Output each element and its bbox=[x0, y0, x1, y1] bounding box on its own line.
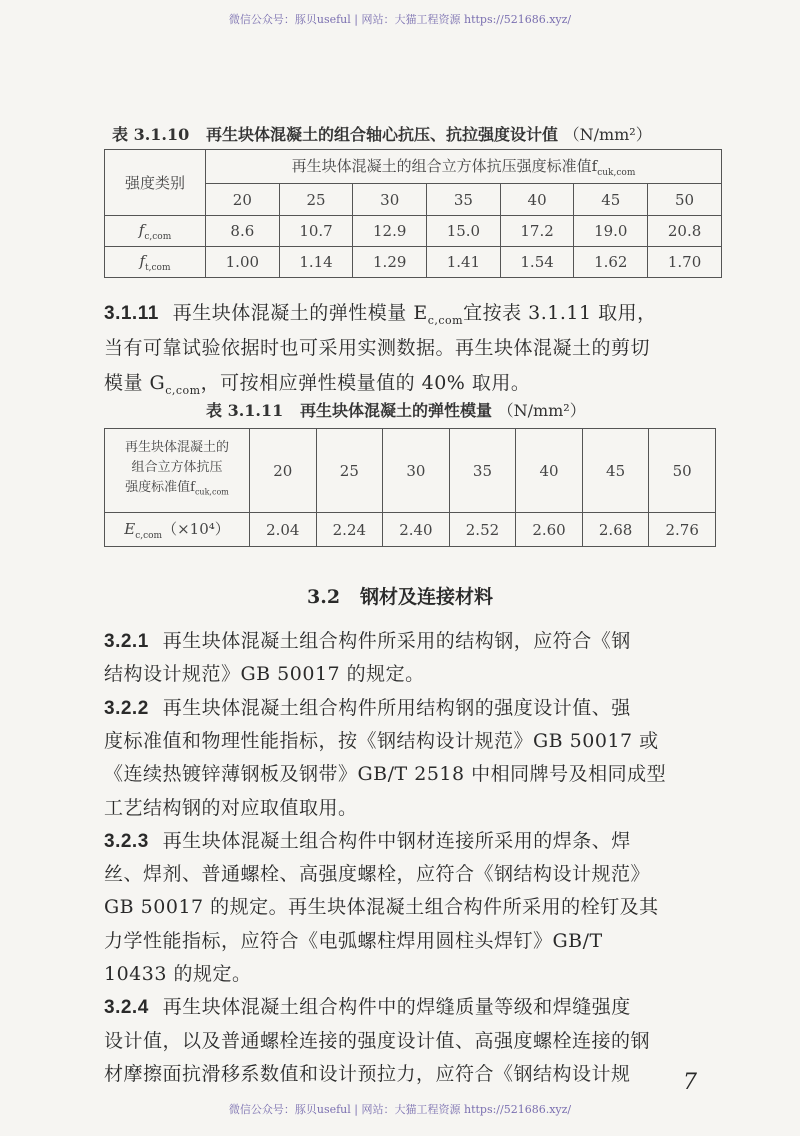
row-label: $E_{c,com}(\times 10^4)$ bbox=[105, 513, 250, 547]
table1-caption bbox=[112, 122, 652, 145]
clause-number: 3.2.1 bbox=[104, 631, 149, 652]
section-heading: 3.2 钢材及连接材料 bbox=[307, 586, 493, 608]
group-header: 再生块体混凝土的组合立方体抗压强度标准值$f_{cuk,com}$ bbox=[206, 150, 722, 184]
table-cell: 2.76 bbox=[649, 513, 716, 547]
watermark-bottom: 微信公众号：豚贝useful | 网站：大猫工程资源 https://521686.xyz/ bbox=[228, 1103, 572, 1116]
grade-header: 50 bbox=[648, 184, 722, 216]
table-cell: 1.54 bbox=[500, 247, 574, 278]
table-cell: 2.24 bbox=[316, 513, 383, 547]
paragraph-line: 3.2.4 再生块体混凝土组合构件中的焊缝质量等级和焊缝强度 bbox=[104, 996, 631, 1019]
table-cell: 2.60 bbox=[516, 513, 583, 547]
table-cell: 19.0 bbox=[574, 216, 648, 247]
grade-header: 45 bbox=[582, 429, 649, 513]
table-cell: 2.52 bbox=[449, 513, 516, 547]
grade-header: 20 bbox=[206, 184, 280, 216]
paragraph-line: 度标准值和物理性能指标，按《钢结构设计规范》GB 50017 或 bbox=[104, 729, 659, 752]
paragraph-line: 丝、焊剂、普通螺栓、高强度螺栓，应符合《钢结构设计规范》 bbox=[104, 863, 651, 886]
row-header: 再生块体混凝土的 组合立方体抗压 强度标准值$f_{cuk,com}$ bbox=[105, 429, 250, 513]
clause-number: 3.2.4 bbox=[104, 997, 149, 1019]
caption-text: 再生块体混凝土的弹性模量 bbox=[299, 401, 492, 420]
caption-number: 表 3.1.11 bbox=[206, 401, 284, 420]
grade-header: 20 bbox=[250, 429, 317, 513]
grade-header: 25 bbox=[316, 429, 383, 513]
grade-header: 35 bbox=[449, 429, 516, 513]
table-cell: 1.62 bbox=[574, 247, 648, 278]
grade-header: 40 bbox=[500, 184, 574, 216]
table-cell: 1.41 bbox=[427, 247, 501, 278]
grade-header: 30 bbox=[353, 184, 427, 216]
row-header: 强度类别 bbox=[105, 150, 206, 216]
caption-number: 表 3.1.10 bbox=[112, 125, 190, 144]
caption-unit: （N/mm²） bbox=[563, 125, 652, 144]
table2-caption bbox=[206, 398, 586, 421]
table-cell: 2.68 bbox=[582, 513, 649, 547]
paragraph-line: 3.2.1 再生块体混凝土组合构件所采用的结构钢，应符合《钢 bbox=[104, 630, 631, 652]
table-cell: 8.6 bbox=[206, 216, 280, 247]
grade-header: 25 bbox=[279, 184, 353, 216]
paragraph-line: 3.2.2 再生块体混凝土组合构件所用结构钢的强度设计值、强 bbox=[104, 696, 631, 719]
paragraph-line: 《连续热镀锌薄钢板及钢带》GB/T 2518 中相同牌号及相同成型 bbox=[104, 763, 667, 786]
table-cell: 10.7 bbox=[279, 216, 353, 247]
row-symbol: $f_{t,com}$ bbox=[105, 247, 206, 278]
table-elastic-modulus bbox=[104, 428, 716, 547]
paragraph-line: 当有可靠试验依据时也可采用实测数据。再生块体混凝土的剪切 bbox=[104, 337, 651, 359]
paragraph-line: 力学性能指标，应符合《电弧螺柱焊用圆柱头焊钉》GB/T bbox=[104, 929, 603, 952]
watermark-top: 微信公众号：豚贝useful | 网站：大猫工程资源 https://521686.xyz/ bbox=[228, 13, 572, 26]
table-cell: 20.8 bbox=[648, 216, 722, 247]
paragraph-line: 材摩擦面抗滑移系数值和设计预拉力，应符合《钢结构设计规 bbox=[104, 1062, 631, 1085]
grade-header: 35 bbox=[427, 184, 501, 216]
table-cell: 1.29 bbox=[353, 247, 427, 278]
paragraph-line: 模量 $G_{c,com}$，可按相应弹性模量值的 40% 取用。 bbox=[104, 372, 531, 397]
paragraph-line: 10433 的规定。 bbox=[104, 963, 252, 985]
caption-unit: （N/mm²） bbox=[497, 401, 586, 420]
table-cell: 1.70 bbox=[648, 247, 722, 278]
paragraph-line: 3.2.3 再生块体混凝土组合构件中钢材连接所采用的焊条、焊 bbox=[104, 829, 631, 852]
grade-header: 40 bbox=[516, 429, 583, 513]
grade-header: 45 bbox=[574, 184, 648, 216]
row-symbol: $f_{c,com}$ bbox=[105, 216, 206, 247]
table-cell: 2.40 bbox=[383, 513, 450, 547]
clause-number: 3.2.2 bbox=[104, 697, 149, 719]
table-cell: 12.9 bbox=[353, 216, 427, 247]
grade-header: 50 bbox=[649, 429, 716, 513]
table-cell: 17.2 bbox=[500, 216, 574, 247]
grade-header: 30 bbox=[383, 429, 450, 513]
table-cell: 2.04 bbox=[250, 513, 317, 547]
clause-number: 3.2.3 bbox=[104, 830, 149, 852]
paragraph-line: 设计值，以及普通螺栓连接的强度设计值、高强度螺栓连接的钢 bbox=[104, 1029, 651, 1052]
paragraph-line: GB 50017 的规定。再生块体混凝土组合构件所采用的栓钉及其 bbox=[104, 896, 659, 919]
paragraph-line: 工艺结构钢的对应取值取用。 bbox=[104, 796, 358, 819]
paragraph-line: 3.1.11 再生块体混凝土的弹性模量 $E_{c,com}$宜按表 3.1.11 取用， bbox=[104, 302, 657, 327]
table-row bbox=[105, 216, 722, 247]
paragraph-line: 结构设计规范》GB 50017 的规定。 bbox=[104, 663, 425, 686]
table-cell: 1.00 bbox=[206, 247, 280, 278]
table-cell: 1.14 bbox=[279, 247, 353, 278]
table-row bbox=[105, 247, 722, 278]
caption-text: 再生块体混凝土的组合轴心抗压、抗拉强度设计值 bbox=[205, 125, 558, 144]
table-strength-design-values bbox=[104, 149, 722, 278]
page-number: 7 bbox=[683, 1070, 697, 1095]
table-cell: 15.0 bbox=[427, 216, 501, 247]
